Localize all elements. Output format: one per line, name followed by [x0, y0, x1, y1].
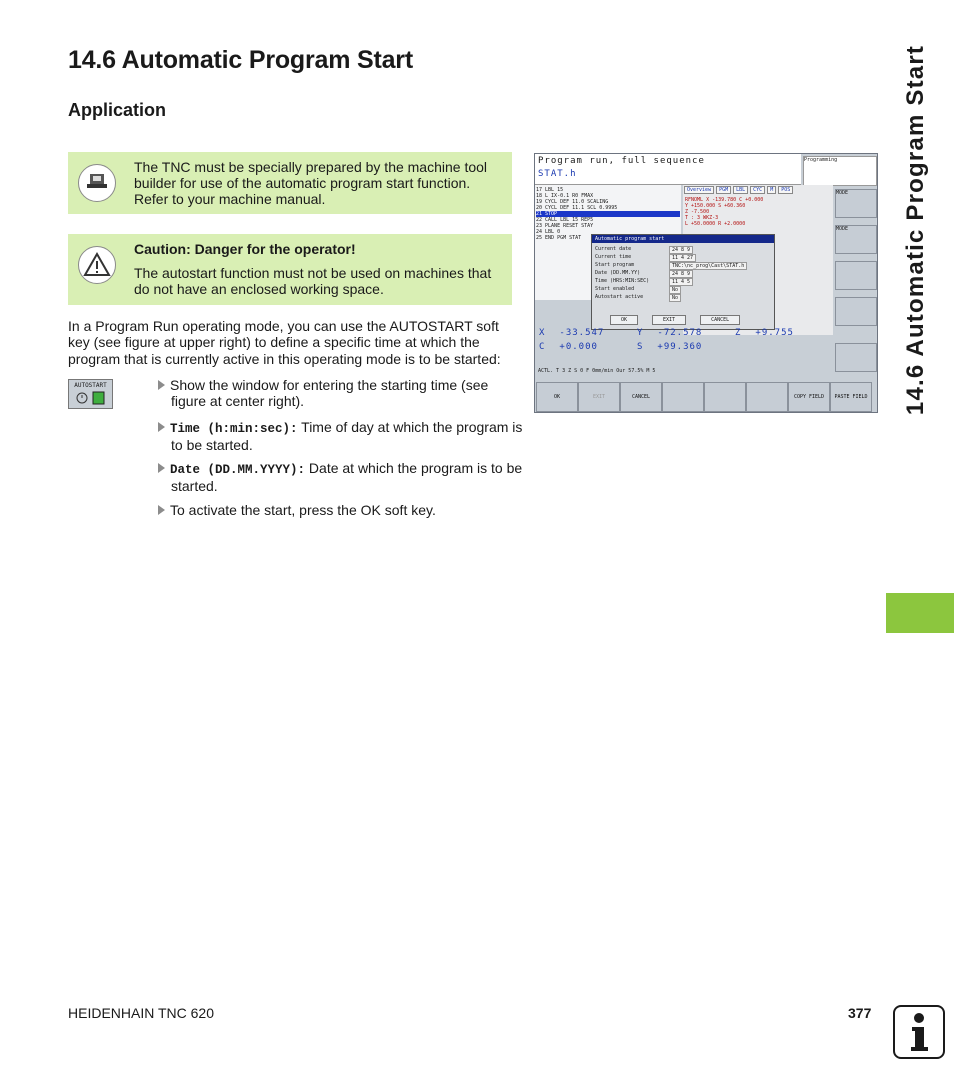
bottom-softkey[interactable]: PASTE FIELD — [830, 382, 872, 412]
axis-value: +9.755 — [755, 328, 794, 338]
axis-label: Y — [637, 328, 644, 338]
dialog-row-value[interactable]: No — [669, 286, 681, 294]
side-softkey-empty-1[interactable] — [835, 261, 877, 290]
side-chapter-title: 14.6 Automatic Program Start — [902, 44, 929, 416]
status-line: L +50.0000 R +2.0000 — [685, 221, 746, 227]
position-readout — [637, 342, 702, 352]
autostart-softkey-label: AUTOSTART — [74, 382, 107, 389]
arrow-icon — [158, 463, 165, 473]
program-line: 19 CYCL DEF 11.0 SCALING — [536, 199, 609, 205]
dialog-row — [595, 270, 771, 278]
machine-note — [68, 152, 512, 214]
bottom-softkey[interactable] — [662, 382, 704, 412]
position-readout — [637, 328, 702, 338]
dialog-row — [595, 246, 771, 254]
bottom-softkey[interactable]: COPY FIELD — [788, 382, 830, 412]
status-tab[interactable]: LBL — [733, 186, 748, 194]
bottom-softkey[interactable]: CANCEL — [620, 382, 662, 412]
axis-value: +99.360 — [657, 342, 703, 352]
axis-label: X — [539, 328, 546, 338]
status-tab[interactable]: PGM — [716, 186, 731, 194]
axis-value: -72.578 — [657, 328, 703, 338]
status-tab[interactable]: CYC — [750, 186, 765, 194]
dialog-row — [595, 294, 771, 302]
position-readout — [539, 342, 598, 352]
bottom-softkey[interactable]: EXIT — [578, 382, 620, 412]
danger-note — [68, 234, 512, 305]
dialog-button[interactable]: OK — [610, 315, 638, 325]
section-heading: Application — [68, 100, 166, 120]
side-softkey-graphic[interactable] — [835, 343, 877, 372]
mode-panel: Programming — [803, 156, 877, 186]
axis-label: C — [539, 342, 546, 352]
machine-note-text: The TNC must be specially prepared by the machine tool builder for use of the automatic program start function. Refer to your machine manual. — [134, 159, 488, 207]
position-readout — [539, 328, 604, 338]
footer-brand: HEIDENHAIN TNC 620 — [68, 1005, 215, 1021]
program-line: 18 L IX-0.1 R0 FMAX — [536, 193, 594, 199]
dialog-row — [595, 254, 771, 262]
warning-icon — [78, 246, 116, 284]
program-line: 21 STOP — [536, 211, 680, 217]
dialog-row-label: Autostart active — [595, 294, 644, 300]
bottom-softkey[interactable] — [746, 382, 788, 412]
dialog-row-label: Current date — [595, 246, 632, 252]
step-1: Show the window for entering the starting time (see figure at center right). — [158, 377, 527, 409]
tnc-screenshot — [534, 153, 878, 413]
program-line: 22 CALL LBL 15 REP5 — [536, 217, 594, 223]
status-line: Z -7.500 — [685, 209, 710, 215]
axis-value: -33.547 — [559, 328, 605, 338]
dialog-row-value[interactable]: No — [669, 294, 681, 302]
step-4: To activate the start, press the OK soft key. — [158, 502, 527, 518]
dialog-row-label: Current time — [595, 254, 632, 260]
actl-line: ACTL. T 3 Z S 0 F 0mm/min Our 57.5% M 5 — [538, 368, 656, 374]
side-softkey-empty-2[interactable] — [835, 297, 877, 326]
autostart-softkey — [68, 379, 113, 409]
chapter-tab — [886, 593, 954, 633]
screen-header: Program run, full sequence STAT.h — [535, 154, 801, 185]
info-icon — [893, 1005, 945, 1059]
arrow-icon — [158, 422, 165, 432]
program-line: 24 LBL 0 — [536, 229, 561, 235]
side-softkey-mode-2[interactable]: MODE — [835, 225, 877, 254]
dialog-row — [595, 278, 771, 286]
dialog-row-value[interactable]: TNC:\nc_prog\Cast\STAT.h — [669, 262, 747, 270]
status-line: RFNOML X -139.780 C +0.000 — [685, 197, 764, 203]
status-tab[interactable]: M — [767, 186, 776, 194]
dialog-row — [595, 262, 771, 270]
dialog-row-value[interactable]: 24 8 9 — [669, 246, 693, 254]
dialog-button[interactable]: EXIT — [652, 315, 686, 325]
bottom-softkey[interactable]: OK — [536, 382, 578, 412]
dialog-row-value[interactable]: 11 4 27 — [669, 254, 696, 262]
status-line: Y +150.000 S +60.360 — [685, 203, 746, 209]
page-number: 377 — [848, 1005, 872, 1021]
machine-icon — [78, 164, 116, 202]
autostart-dialog: Automatic program start Current date 24 8 9 Current time 11 4 27 Start program TNC:\nc_prog\Cast\STAT.h Date (DD.MM.YY) 24 8 9 Time (HRS:MIN:SEC) 11 4 5 Start enabled No Autostart active No OK EXIT CANCEL — [591, 234, 775, 330]
arrow-icon — [158, 380, 165, 390]
dialog-row-label: Date (DD.MM.YY) — [595, 270, 641, 276]
step-2: Time (h:min:sec): Time of day at which the program is to be started. — [158, 419, 527, 453]
clock-icon — [69, 389, 112, 407]
status-line: T : 3 WKZ-3 — [685, 215, 719, 221]
status-tab[interactable]: POS — [778, 186, 793, 194]
dialog-row-value[interactable]: 24 8 9 — [669, 270, 693, 278]
dialog-row — [595, 286, 771, 294]
arrow-icon — [158, 505, 165, 515]
dialog-row-value[interactable]: 11 4 5 — [669, 278, 693, 286]
dialog-button[interactable]: CANCEL — [700, 315, 740, 325]
step-3: Date (DD.MM.YYYY): Date at which the program is to be started. — [158, 460, 527, 494]
intro-paragraph: In a Program Run operating mode, you can use the AUTOSTART soft key (see figure at upper right) to define a specific time at which the program that is currently active in this operating mode is to be started: — [68, 318, 501, 367]
dialog-row-label: Start enabled — [595, 286, 635, 292]
program-line: 23 PLANE RESET STAY — [536, 223, 594, 229]
side-softkey-mode-1[interactable]: MODE — [835, 189, 877, 218]
position-readout — [735, 328, 794, 338]
axis-value: +0.000 — [559, 342, 598, 352]
danger-heading: Caution: Danger for the operator! — [134, 241, 356, 257]
axis-label: S — [637, 342, 644, 352]
program-line: 20 CYCL DEF 11.1 SCL 0.9995 — [536, 205, 618, 211]
bottom-softkey[interactable] — [704, 382, 746, 412]
page-title: 14.6 Automatic Program Start — [68, 46, 413, 74]
dialog-row-label: Start program — [595, 262, 635, 268]
program-line: 25 END PGM STAT — [536, 235, 582, 241]
status-tab[interactable]: Overview — [684, 186, 714, 194]
axis-label: Z — [735, 328, 742, 338]
program-line: 17 LBL 15 — [536, 187, 564, 193]
dialog-row-label: Time (HRS:MIN:SEC) — [595, 278, 650, 284]
danger-note-text: The autostart function must not be used on machines that do not have an enclosed working space. — [134, 265, 492, 297]
